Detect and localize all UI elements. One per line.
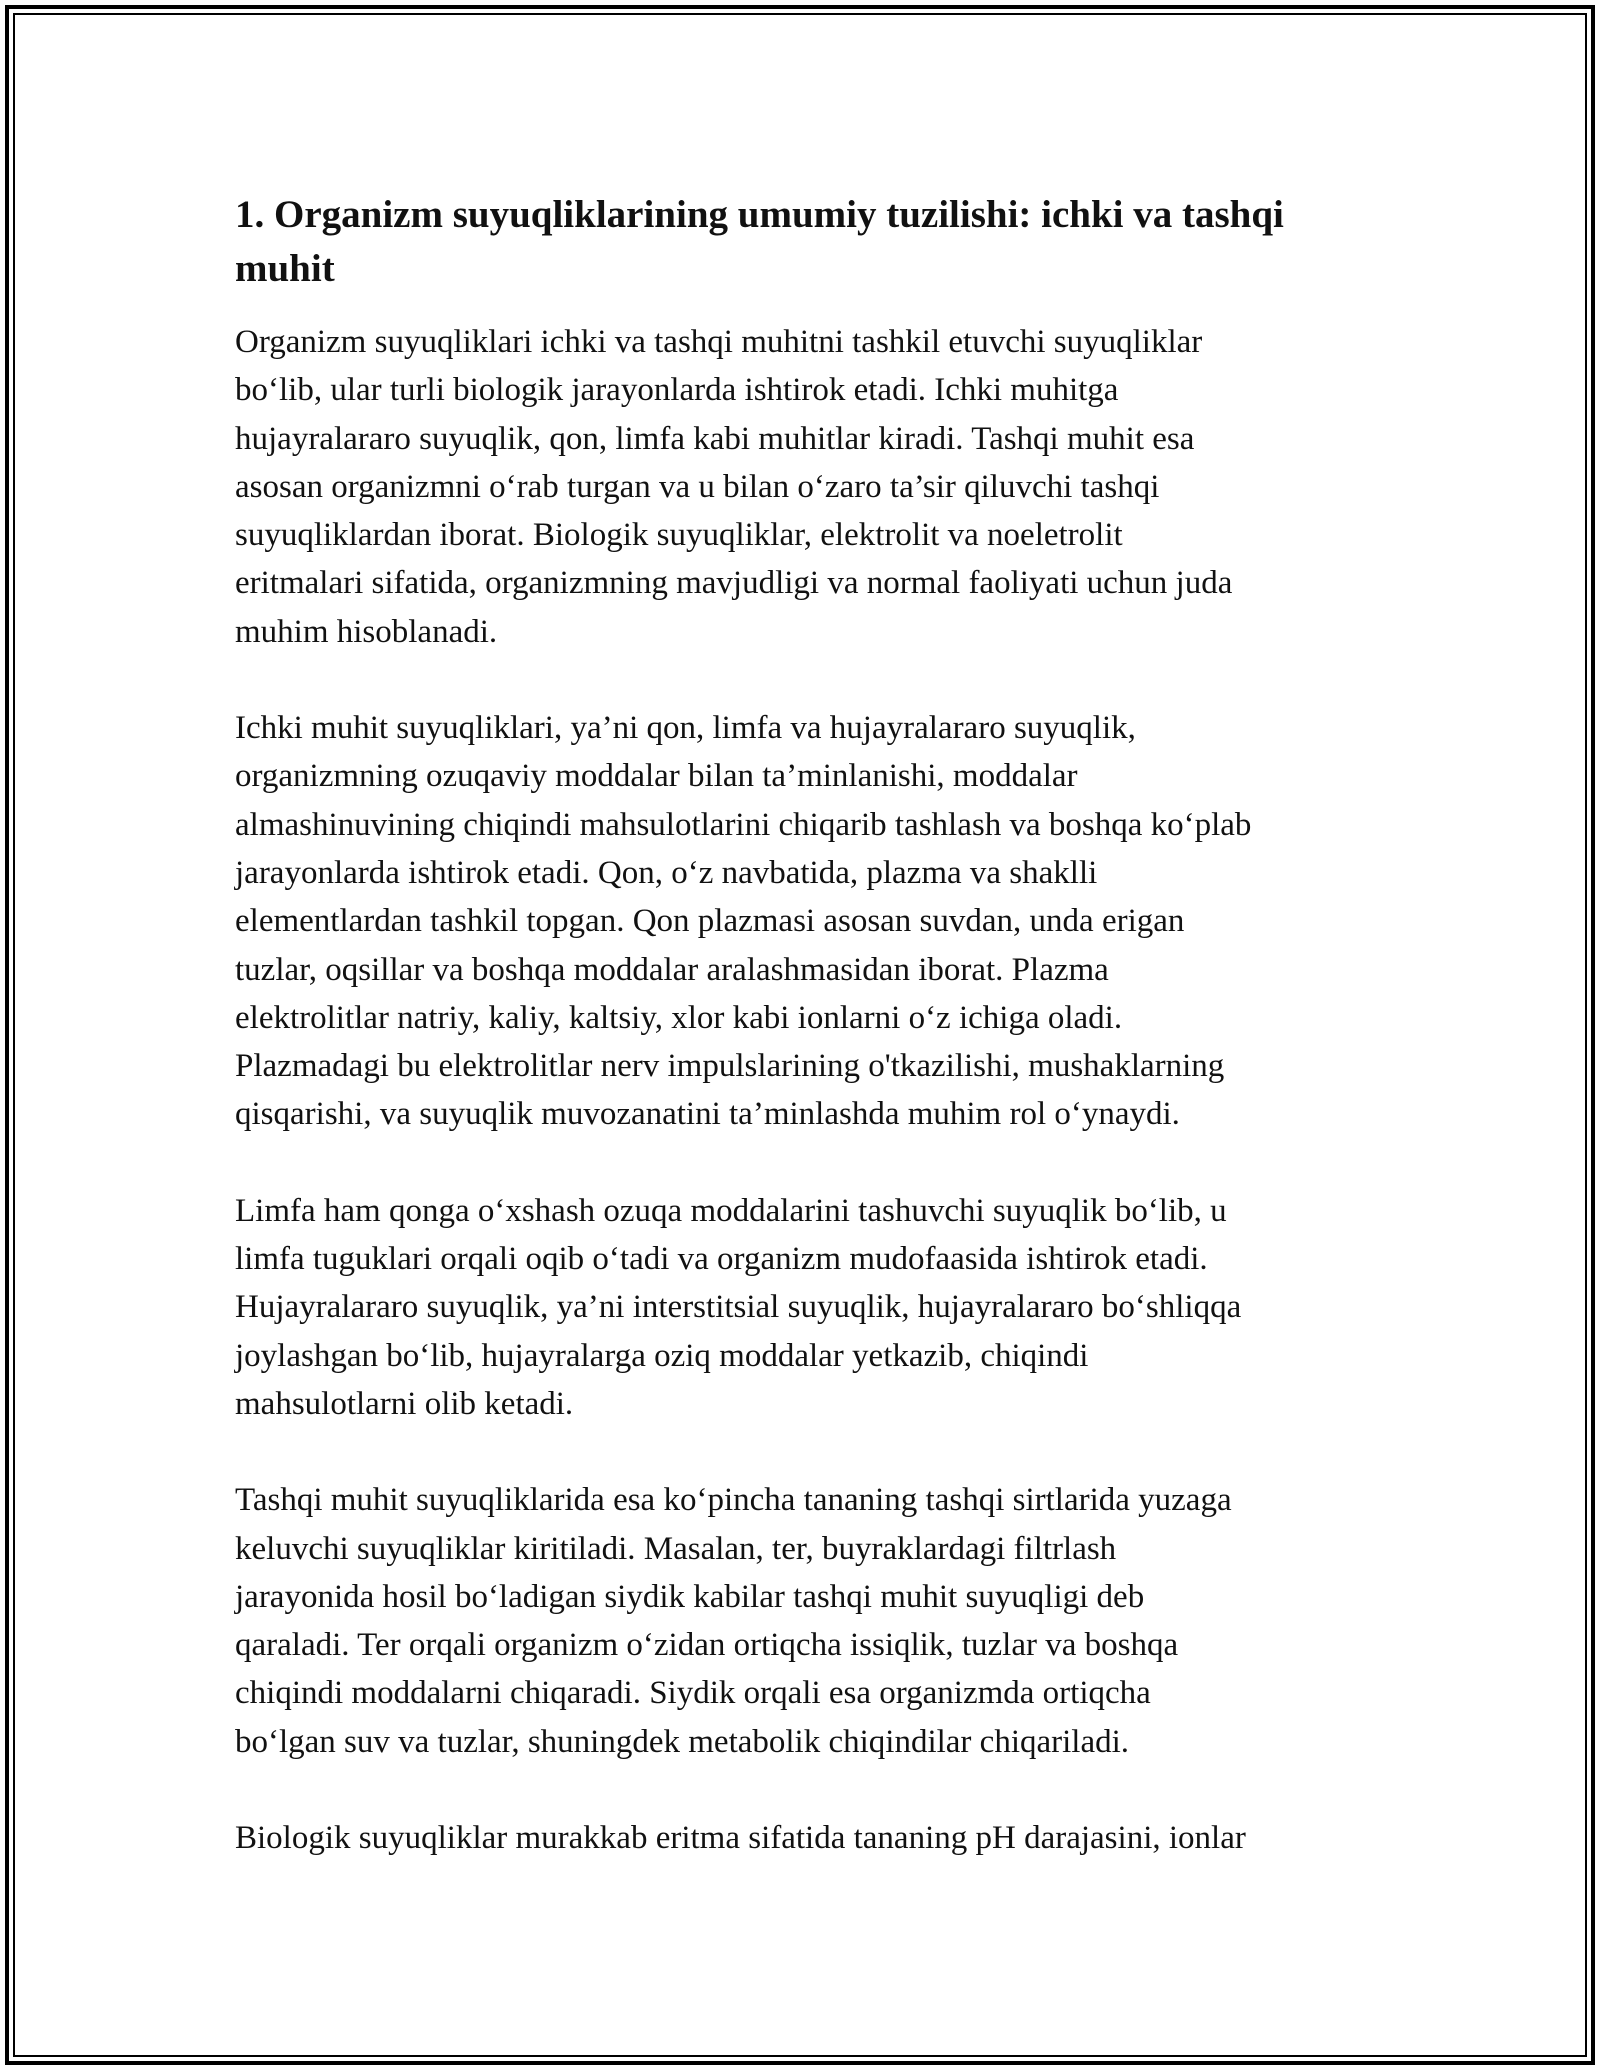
paragraph — [235, 1476, 1385, 1766]
paragraph — [235, 318, 1385, 656]
text-line: limfa tuguklari orqali oqib o‘tadi va organizm mudofaasida ishtirok etadi. — [235, 1241, 1208, 1278]
text-line: Limfa ham qonga o‘xshash ozuqa moddalarini tashuvchi suyuqlik bo‘lib, u — [235, 1192, 1227, 1229]
section-heading: 1. Organizm suyuqliklarining umumiy tuzilishi: ichki va tashqi muhit — [235, 193, 1284, 290]
text-line: almashinuvining chiqindi mahsulotlarini chiqarib tashlash va boshqa ko‘plab — [235, 806, 1252, 843]
text-line: jarayonlarda ishtirok etadi. Qon, o‘z navbatida, plazma va shaklli — [235, 854, 1098, 891]
text-line: asosan organizmni o‘rab turgan va u bilan o‘zaro ta’sir qiluvchi tashqi — [235, 468, 1160, 505]
text-line: joylashgan bo‘lib, hujayralarga oziq moddalar yetkazib, chiqindi — [235, 1337, 1089, 1374]
paragraphs-container — [235, 318, 1385, 1862]
paragraph — [235, 704, 1385, 1139]
text-line: hujayralararo suyuqlik, qon, limfa kabi muhitlar kiradi. Tashqi muhit esa — [235, 420, 1195, 457]
text-line: keluvchi suyuqliklar kiritiladi. Masalan, ter, buyraklardagi filtrlash — [235, 1530, 1117, 1567]
text-line: Tashqi muhit suyuqliklarida esa ko‘pincha tananing tashqi sirtlarida yuzaga — [235, 1482, 1232, 1519]
text-line: mahsulotlarni olib ketadi. — [235, 1385, 574, 1422]
text-line: eritmalari sifatida, organizmning mavjudligi va normal faoliyati uchun juda — [235, 565, 1233, 602]
text-line: elementlardan tashkil topgan. Qon plazmasi asosan suvdan, unda erigan — [235, 903, 1185, 940]
paragraph — [235, 1814, 1385, 1862]
text-line: Ichki muhit suyuqliklari, ya’ni qon, limfa va hujayralararo suyuqlik, — [235, 710, 1136, 747]
document-body — [235, 188, 1385, 1910]
text-line: jarayonida hosil bo‘ladigan siydik kabilar tashqi muhit suyuqligi deb — [235, 1578, 1145, 1615]
text-line: qisqarishi, va suyuqlik muvozanatini ta’minlashda muhim rol o‘ynaydi. — [235, 1096, 1180, 1133]
text-line: Organizm suyuqliklari ichki va tashqi muhitni tashkil etuvchi suyuqliklar — [235, 324, 1203, 360]
text-line: muhim hisoblanadi. — [235, 613, 498, 650]
text-line: elektrolitlar natriy, kaliy, kaltsiy, xlor kabi ionlarni o‘z ichiga oladi. — [235, 999, 1123, 1036]
text-line: Biologik suyuqliklar murakkab eritma sifatida tananing pH darajasini, ionlar — [235, 1820, 1246, 1857]
text-line: bo‘lgan suv va tuzlar, shuningdek metabolik chiqindilar chiqariladi. — [235, 1723, 1130, 1760]
text-line: chiqindi moddalarni chiqaradi. Siydik orqali esa organizmda ortiqcha — [235, 1675, 1151, 1712]
text-line: tuzlar, oqsillar va boshqa moddalar aralashmasidan iborat. Plazma — [235, 951, 1109, 988]
text-line: qaraladi. Ter orqali organizm o‘zidan ortiqcha issiqlik, tuzlar va boshqa — [235, 1627, 1179, 1664]
paragraph — [235, 1187, 1385, 1428]
text-line: organizmning ozuqaviy moddalar bilan ta’minlanishi, moddalar — [235, 758, 1078, 795]
text-line: suyuqliklardan iborat. Biologik suyuqliklar, elektrolit va noeletrolit — [235, 517, 1123, 554]
text-line: bo‘lib, ular turli biologik jarayonlarda ishtirok etadi. Ichki muhitga — [235, 372, 1119, 409]
text-line: Plazmadagi bu elektrolitlar nerv impulslarining o'tkazilishi, mushaklarning — [235, 1048, 1225, 1085]
text-line: Hujayralararo suyuqlik, ya’ni interstitsial suyuqlik, hujayralararo bo‘shliqqa — [235, 1289, 1242, 1326]
